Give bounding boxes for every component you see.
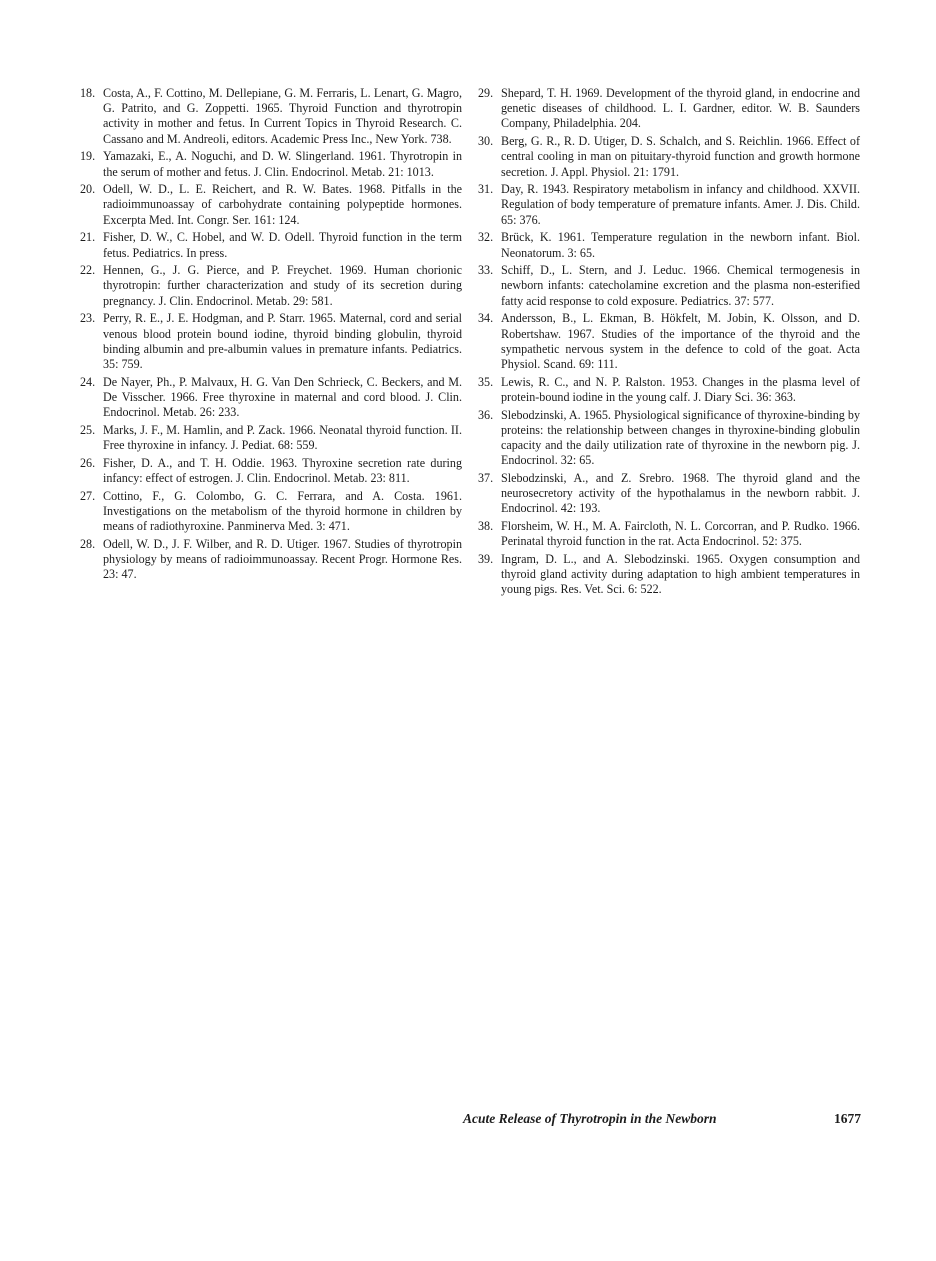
reference-number: 30. [478, 134, 494, 149]
reference-number: 33. [478, 263, 494, 278]
reference-number: 21. [80, 230, 96, 245]
reference-number: 18. [80, 86, 96, 100]
reference-item [478, 263, 860, 309]
reference-number: 34. [478, 311, 494, 326]
reference-item [478, 86, 860, 132]
reference-text: Shepard, T. H. 1969. Development of the thyroid gland, in endocrine and genetic diseases of childhood. L. I. Gardner, editor. W. B. Saunders Company, Philadelphia. 204. [501, 86, 860, 131]
page-footer [463, 1111, 861, 1127]
references-left-column [80, 86, 462, 585]
reference-item [478, 311, 860, 372]
reference-item [478, 230, 860, 260]
reference-item [478, 134, 860, 180]
reference-text: Lewis, R. C., and N. P. Ralston. 1953. Changes in the plasma level of protein-bound iodine in the young calf. J. Diary Sci. 36: 363. [501, 374, 860, 404]
reference-text: Brück, K. 1961. Temperature regulation in the newborn infant. Biol. Neonatorum. 3: 65. [501, 230, 860, 260]
reference-text: Slebodzinski, A. 1965. Physiological significance of thyroxine-binding by proteins: the relationship between changes in thyroxine-binding globulin capacity and the daily utilization rate of thyroxine in the newborn pig. J. Endocrinol. 32: 65. [501, 407, 860, 468]
reference-number: 38. [478, 518, 494, 533]
reference-text: Fisher, D. W., C. Hobel, and W. D. Odell. Thyroid function in the term fetus. Pediatrics. In press. [103, 230, 462, 260]
reference-text: Ingram, D. L., and A. Slebodzinski. 1965. Oxygen consumption and thyroid gland activity during adaptation to high ambient temperatures in young pigs. Res. Vet. Sci. 6: 522. [501, 551, 860, 597]
reference-item [80, 456, 462, 486]
reference-text: Schiff, D., L. Stern, and J. Leduc. 1966. Chemical termogenesis in newborn infants: catecholamine excretion and the plasma non-esterified fatty acid response to cold exposure. Pediatrics. 37: 577. [501, 263, 860, 308]
reference-text: Slebodzinski, A., and Z. Srebro. 1968. The thyroid gland and the neurosecretory activity of the hypothalamus in the newborn rabbit. J. Endocrinol. 42: 193. [501, 470, 860, 516]
reference-number: 29. [478, 86, 494, 100]
reference-number: 26. [80, 455, 96, 470]
reference-number: 20. [80, 182, 96, 197]
references-right-column [478, 86, 860, 600]
reference-number: 39. [478, 551, 494, 566]
reference-number: 24. [80, 374, 96, 389]
reference-number: 23. [80, 311, 96, 326]
reference-item [80, 423, 462, 453]
reference-text: Day, R. 1943. Respiratory metabolism in infancy and childhood. XXVII. Regulation of body temperature of premature infants. Amer. J. Dis. Child. 65: 376. [501, 182, 860, 227]
reference-number: 25. [80, 422, 96, 437]
reference-item [478, 182, 860, 228]
reference-text: Perry, R. E., J. E. Hodgman, and P. Starr. 1965. Maternal, cord and serial venous blood protein bound iodine, thyroid binding globulin, thyroid binding albumin and pre-albumin values in premature infants. Pediatrics. 35: 759. [103, 311, 462, 371]
reference-text: Hennen, G., J. G. Pierce, and P. Freychet. 1969. Human chorionic thyrotropin: further characterization and study of its secretion during pregnancy. J. Clin. Endocrinol. Metab. 29: 581. [103, 263, 462, 308]
reference-number: 19. [80, 149, 96, 164]
reference-item [80, 263, 462, 309]
reference-number: 35. [478, 374, 494, 389]
reference-item [478, 471, 860, 517]
reference-text: Costa, A., F. Cottino, M. Dellepiane, G. M. Ferraris, L. Lenart, G. Magro, G. Patrito, and G. Zoppetti. 1965. Thyroid Function and thyrotropin activity in mother and fetus. In Current Topics in Thyroid Research. C. Cassano and M. Andreoli, editors. Academic Press Inc., New York. 738. [103, 86, 462, 146]
reference-number: 36. [478, 407, 494, 422]
reference-number: 28. [80, 536, 96, 551]
reference-text: Fisher, D. A., and T. H. Oddie. 1963. Thyroxine secretion rate during infancy: effect of estrogen. J. Clin. Endocrinol. Metab. 23: 811. [103, 455, 462, 485]
reference-item [80, 230, 462, 260]
page-number: 1677 [834, 1111, 861, 1126]
reference-text: Berg, G. R., R. D. Utiger, D. S. Schalch, and S. Reichlin. 1966. Effect of central cooling in man on pituitary-thyroid function and growth hormone secretion. J. Appl. Physiol. 21: 1791. [501, 134, 860, 179]
reference-text: Florsheim, W. H., M. A. Faircloth, N. L. Corcorran, and P. Rudko. 1966. Perinatal thyroid function in the rat. Acta Endocrinol. 52: 375. [501, 518, 860, 549]
reference-text: Yamazaki, E., A. Noguchi, and D. W. Slingerland. 1961. Thyrotropin in the serum of mother and fetus. J. Clin. Endocrinol. Metab. 21: 1013. [103, 149, 462, 179]
reference-text: Odell, W. D., L. E. Reichert, and R. W. Bates. 1968. Pitfalls in the radioimmunoassay of carbohydrate containing polypeptide hormones. Excerpta Med. Int. Congr. Ser. 161: 124. [103, 182, 462, 227]
reference-number: 31. [478, 182, 494, 197]
reference-number: 22. [80, 263, 96, 278]
reference-item [80, 86, 462, 147]
reference-item [80, 149, 462, 179]
reference-number: 32. [478, 230, 494, 245]
reference-item [80, 489, 462, 535]
reference-item [80, 375, 462, 421]
reference-number: 27. [80, 488, 96, 503]
reference-item [478, 375, 860, 405]
reference-item [478, 552, 860, 598]
reference-item [80, 182, 462, 228]
reference-text: Cottino, F., G. Colombo, G. C. Ferrara, and A. Costa. 1961. Investigations on the metabolism of the thyroid hormone in children by means of radiothyroxine. Panminerva Med. 3: 471. [103, 488, 462, 533]
reference-text: Marks, J. F., M. Hamlin, and P. Zack. 1966. Neonatal thyroid function. II. Free thyroxine in infancy. J. Pediat. 68: 559. [103, 422, 462, 452]
running-title: Acute Release of Thyrotropin in the Newborn [463, 1111, 717, 1126]
reference-text: Odell, W. D., J. F. Wilber, and R. D. Utiger. 1967. Studies of thyrotropin physiology by means of radioimmunoassay. Recent Progr. Hormone Res. 23: 47. [103, 536, 462, 582]
reference-text: De Nayer, Ph., P. Malvaux, H. G. Van Den Schrieck, C. Beckers, and M. De Visscher. 1966. Free thyroxine in maternal and cord blood. J. Clin. Endocrinol. Metab. 26: 233. [103, 374, 462, 420]
reference-item [80, 537, 462, 583]
reference-item [478, 519, 860, 549]
reference-text: Andersson, B., L. Ekman, B. Hökfelt, M. Jobin, K. Olsson, and D. Robertshaw. 1967. Studies of the importance of the thyroid and the sympathetic nervous system in the defence to cold of the goat. Acta Physiol. Scand. 69: 111. [501, 311, 860, 371]
reference-item [478, 408, 860, 469]
reference-item [80, 311, 462, 372]
reference-number: 37. [478, 470, 494, 485]
